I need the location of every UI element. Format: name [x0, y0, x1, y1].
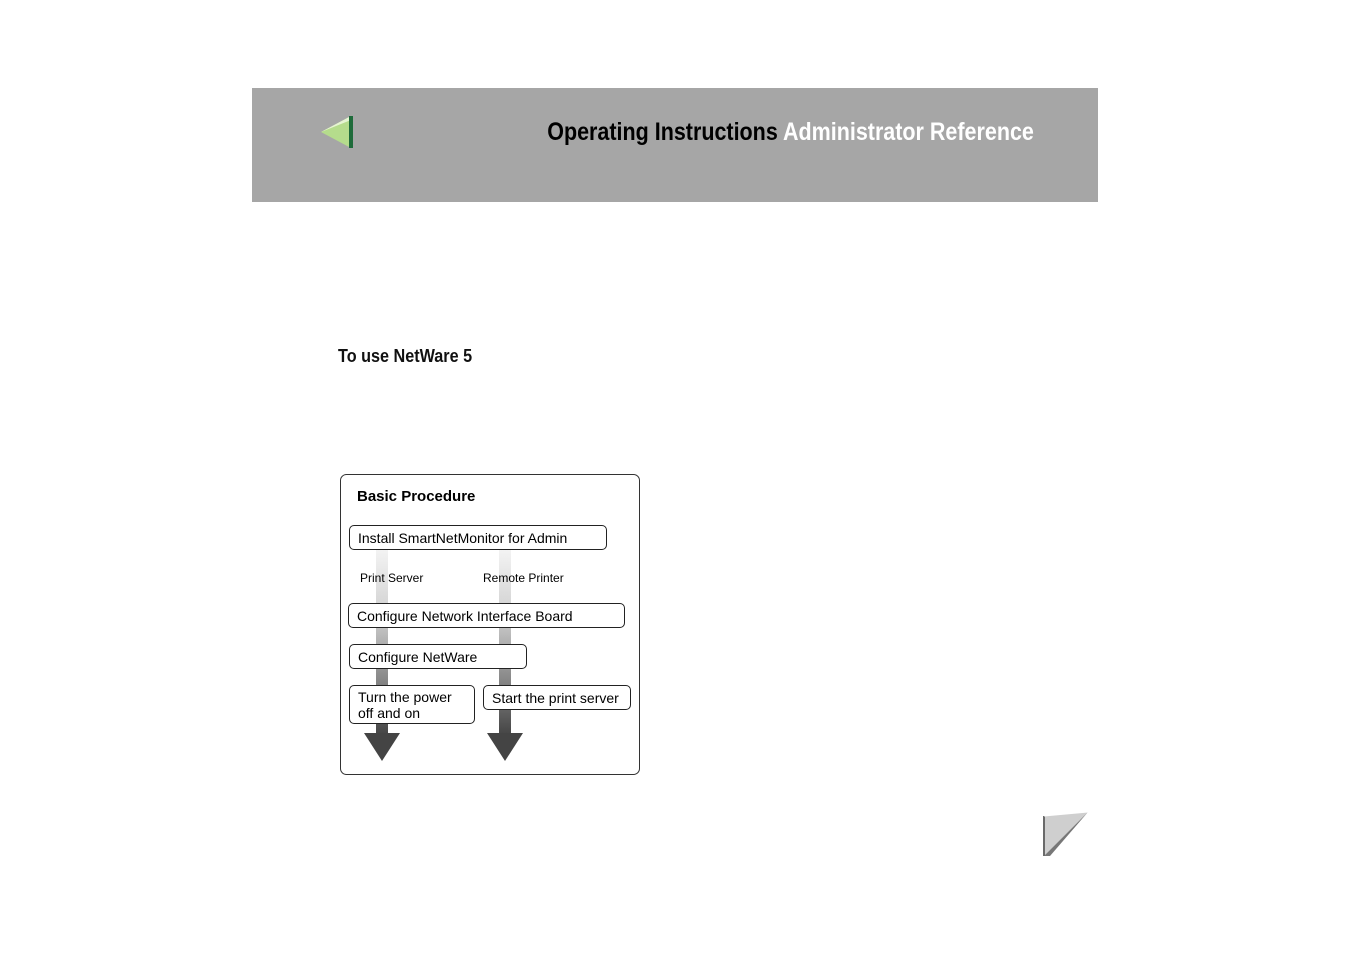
step-install-smartnetmonitor: Install SmartNetMonitor for Admin — [349, 525, 607, 550]
figure-title: Basic Procedure — [357, 488, 476, 505]
header-band — [252, 88, 1098, 202]
manual-title — [547, 118, 1034, 147]
step-power-cycle — [349, 685, 475, 724]
step-power-line1: Turn the power — [358, 688, 452, 705]
step-configure-nib: Configure Network Interface Board — [348, 603, 625, 628]
section-heading: To use NetWare 5 — [338, 346, 473, 366]
manual-title-main: Operating Instructions — [547, 118, 778, 146]
step-configure-netware: Configure NetWare — [349, 644, 527, 669]
step-power-line2: off and on — [358, 704, 421, 721]
step-start-print-server: Start the print server — [483, 685, 631, 710]
next-page-corner-icon[interactable] — [1038, 810, 1090, 863]
basic-procedure-figure — [339, 473, 641, 776]
label-print-server: Print Server — [360, 571, 424, 585]
back-triangle-icon[interactable] — [319, 114, 355, 155]
label-remote-printer: Remote Printer — [483, 571, 564, 585]
manual-title-sub: Administrator Reference — [783, 118, 1034, 146]
